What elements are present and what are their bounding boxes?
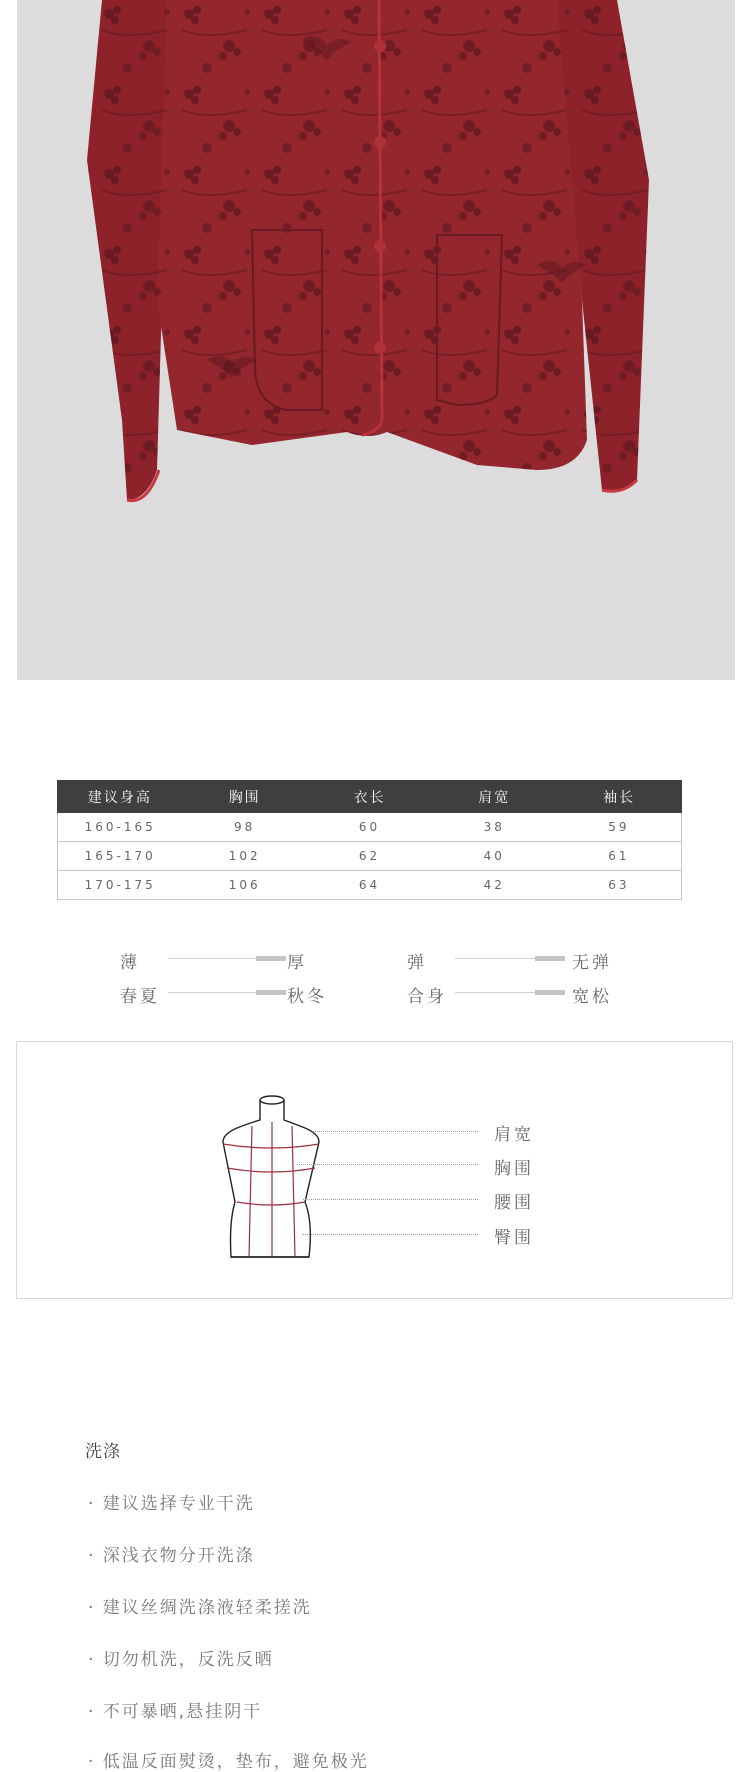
fit-label-shoulder: 肩宽 [494,1125,534,1145]
header-chest: 胸围 [182,781,307,813]
table-cell: 59 [557,813,682,842]
size-table [57,780,682,900]
mannequin-icon [217,1092,327,1262]
table-cell: 64 [307,871,432,900]
fit-label-hip: 臀围 [494,1228,534,1248]
header-length: 衣长 [307,781,432,813]
table-cell: 170-175 [58,871,183,900]
table-cell: 63 [557,871,682,900]
fit-line-waist [303,1199,478,1200]
care-item: · 深浅衣物分开洗涤 [88,1546,255,1566]
table-row [58,842,682,871]
red-jacket-illustration [17,0,735,680]
scale-elasticity [407,948,627,973]
scale-label-right: 厚 [287,953,307,973]
scale-label-left: 合身 [407,987,447,1007]
table-row [58,813,682,842]
table-cell: 60 [307,813,432,842]
table-cell: 160-165 [58,813,183,842]
scale-label-right: 宽松 [572,987,612,1007]
table-cell: 40 [432,842,557,871]
scale-indicator [535,956,565,961]
fit-line-hip [303,1234,478,1235]
care-item: · 建议丝绸洗涤液轻柔搓洗 [88,1598,312,1618]
fit-label-waist: 腰围 [494,1193,534,1213]
table-row [58,871,682,900]
care-item: · 切勿机洗，反洗反晒 [88,1650,274,1670]
scale-label-right: 无弹 [572,953,612,973]
scale-fit [407,982,627,1007]
header-sleeve: 袖长 [557,781,682,813]
table-cell: 38 [432,813,557,842]
product-image [17,0,735,680]
care-item: · 低温反面熨烫，垫布，避免极光 [88,1752,369,1772]
header-shoulder: 肩宽 [432,781,557,813]
care-title: 洗涤 [85,1442,121,1462]
scale-label-left: 薄 [120,953,140,973]
scale-thickness [120,948,320,973]
table-cell: 102 [182,842,307,871]
scale-season [120,982,340,1007]
table-cell: 98 [182,813,307,842]
table-cell: 61 [557,842,682,871]
table-cell: 106 [182,871,307,900]
scale-indicator [535,990,565,995]
table-cell: 62 [307,842,432,871]
table-cell: 165-170 [58,842,183,871]
fit-line-shoulder [312,1131,478,1132]
scale-indicator [256,956,286,961]
table-header-row [58,781,682,813]
table-cell: 42 [432,871,557,900]
fit-label-chest: 胸围 [494,1159,534,1179]
scale-label-right: 秋冬 [287,987,327,1007]
scale-indicator [256,990,286,995]
header-height: 建议身高 [58,781,183,813]
fit-line-chest [297,1164,478,1165]
care-item: · 建议选择专业干洗 [88,1494,255,1514]
fit-diagram [16,1041,733,1299]
scale-label-left: 弹 [407,953,427,973]
care-item: · 不可暴晒,悬挂阴干 [88,1702,263,1722]
scale-label-left: 春夏 [120,987,160,1007]
